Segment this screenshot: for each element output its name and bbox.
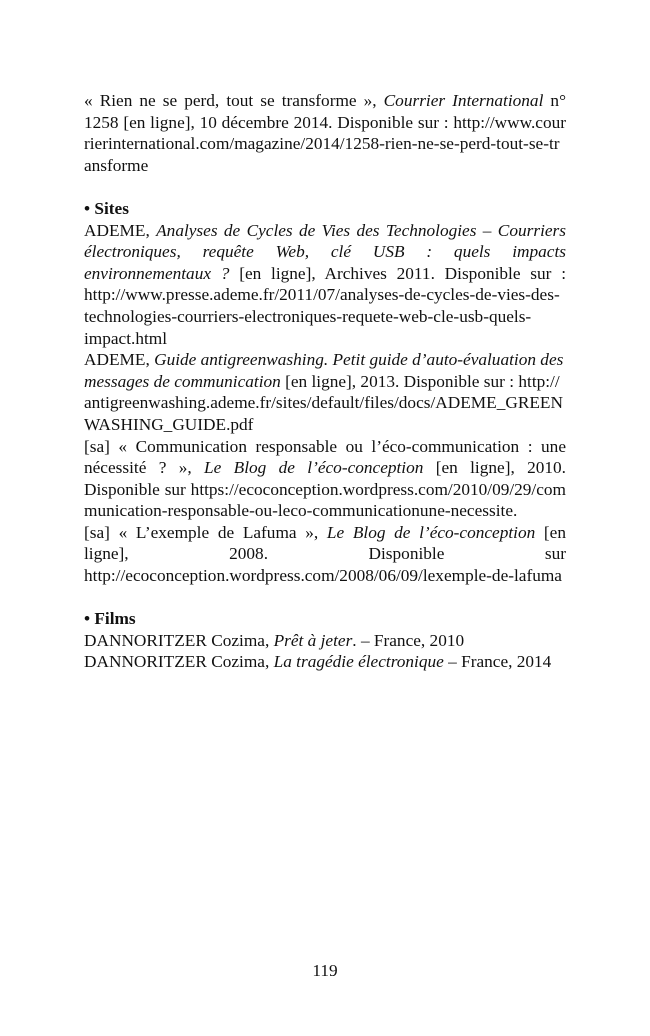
reference-url: http://antigreenwashing.ademe.fr/sites/default/files/docs/ADEME_GREENWASHING_GUIDE.pdf — [84, 371, 563, 434]
reference-title: Le Blog de l’éco-conception — [326, 522, 536, 542]
reference-details: [en ligne], 2008. Disponible sur — [84, 522, 566, 564]
reference-pret-a-jeter — [84, 630, 566, 652]
reference-prefix: « Rien ne se perd, tout se transforme », — [84, 91, 384, 110]
reference-title: Le Blog de l’éco-conception — [204, 458, 424, 478]
reference-title: La tragédie électronique — [273, 652, 444, 672]
reference-title: Prêt à jeter — [273, 630, 353, 650]
page-number: 119 — [312, 961, 338, 980]
films-heading: • Films — [84, 609, 136, 629]
reference-lafuma — [84, 522, 566, 587]
reference-url: http://ecoconception.wordpress.com/2008/06/09/lexemple-de-lafuma — [84, 566, 562, 586]
reference-title: Guide antigreenwashing. Petit guide d’auto-évaluation des messages de communication — [84, 350, 564, 391]
reference-ademe-cycles — [84, 220, 566, 350]
reference-details: [en ligne], 2010. Disponible sur — [84, 458, 566, 499]
reference-communication-responsable — [84, 436, 566, 522]
reference-details: [en ligne], 2013. Disponible sur : — [280, 371, 519, 391]
reference-author: DANNORITZER Cozima, — [84, 630, 274, 650]
reference-url: https://ecoconception.wordpress.com/2010/09/29/communication-responsable-ou-leco-communicationune-necessite. — [84, 479, 566, 521]
reference-tragedie-electronique — [84, 651, 566, 673]
reference-url: http://www.presse.ademe.fr/2011/07/analyses-de-cycles-de-vies-des-technologies-courriers-electroniques-requete-web-cle-usb-quels-impact.html — [84, 285, 560, 348]
spacer — [84, 176, 566, 198]
bibliography-page — [84, 90, 566, 673]
reference-url: http://www.courrierinternational.com/magazine/2014/1258-rien-ne-se-perd-tout-se-transforme — [84, 112, 566, 175]
reference-title: Analyses de Cycles de Vies des Technologies – Courriers électroniques, requête Web, clé USB : quels impacts environnementaux ? — [84, 220, 566, 283]
reference-details: . – France, 2010 — [352, 630, 465, 650]
reference-author: ADEME, — [84, 220, 157, 240]
reference-details: – France, 2014 — [443, 652, 552, 672]
sites-heading: • Sites — [84, 198, 129, 218]
reference-author: DANNORITZER Cozima, — [84, 652, 274, 672]
reference-courrier-international — [84, 90, 566, 176]
reference-author: ADEME, — [84, 350, 155, 370]
reference-details: n° 1258 [en ligne], 10 décembre 2014. Disponible sur : — [84, 91, 566, 132]
reference-details: [en ligne], Archives 2011. Disponible sur : — [229, 263, 566, 283]
spacer — [84, 587, 566, 609]
reference-author: [sa] « L’exemple de Lafuma », — [84, 522, 327, 542]
reference-ademe-greenwashing — [84, 349, 566, 435]
reference-journal: Courrier International — [383, 91, 544, 110]
reference-author: [sa] « Communication responsable ou l’éco-communication : une nécessité ? », — [84, 436, 566, 478]
